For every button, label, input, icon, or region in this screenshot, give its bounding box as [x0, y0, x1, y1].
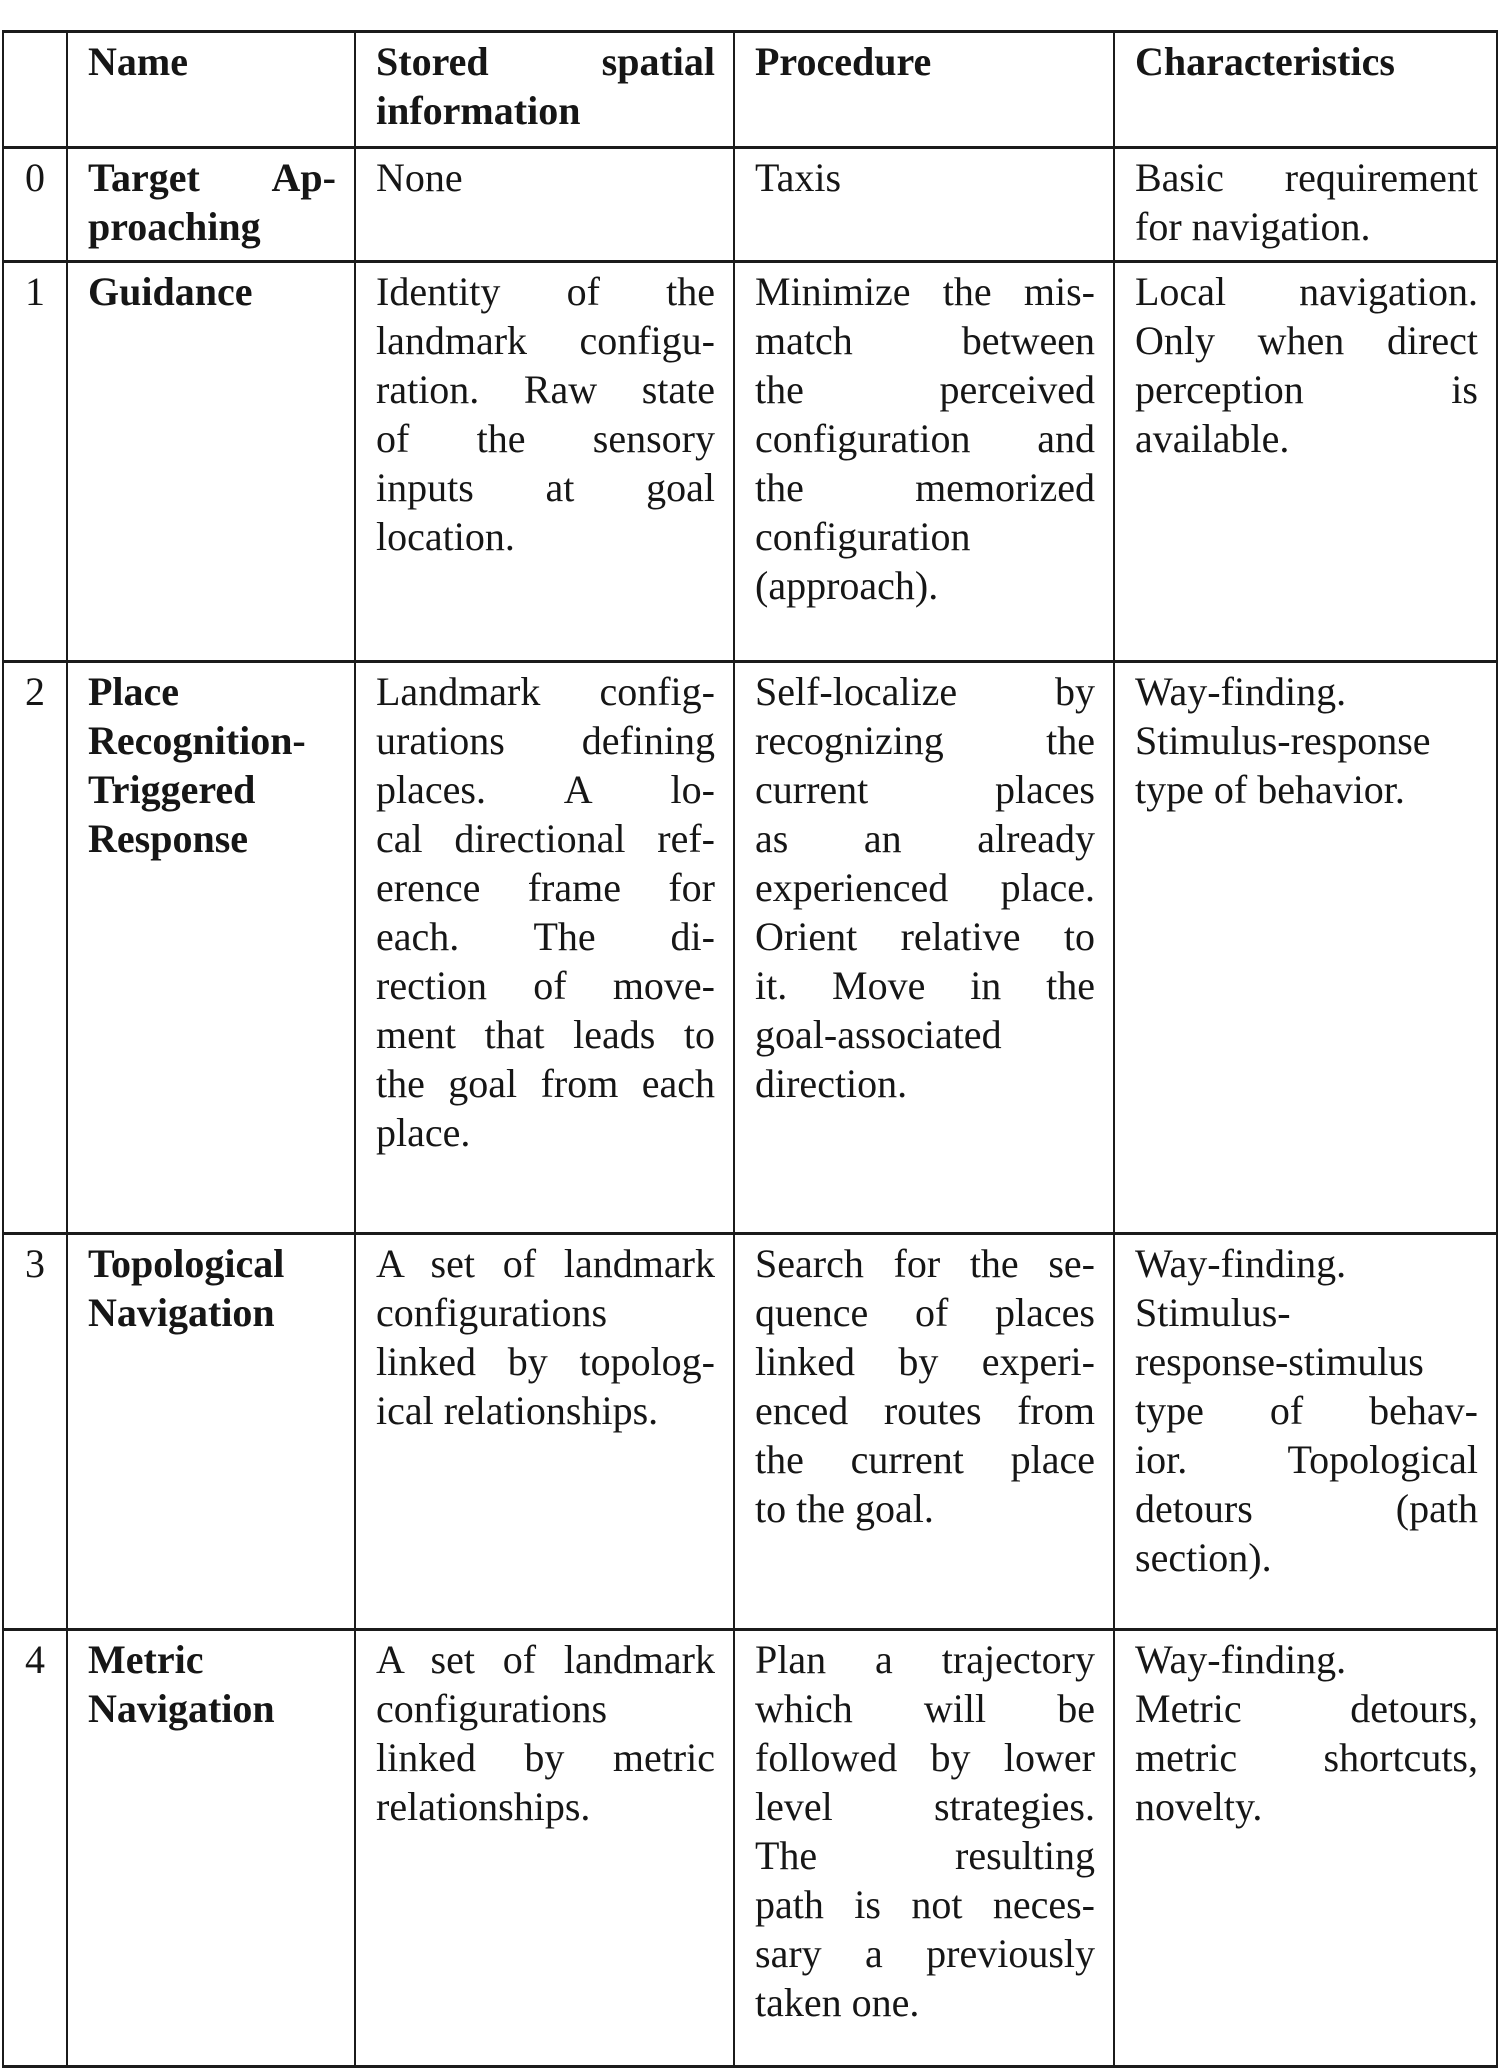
- text-line: linked by experi-: [755, 1339, 1095, 1384]
- text-line: for navigation.: [1135, 204, 1371, 249]
- text-line: Navigation: [88, 1686, 275, 1731]
- cell-procedure: [734, 262, 1114, 662]
- text-line: novelty.: [1135, 1784, 1263, 1829]
- text-line: A set of landmark: [376, 1637, 715, 1682]
- text-line: detours (path: [1135, 1486, 1478, 1531]
- text-line: section).: [1135, 1535, 1272, 1580]
- text-line: Metric: [88, 1637, 204, 1682]
- text-line: level strategies.: [755, 1784, 1095, 1829]
- table-row-metric-navigation: [3, 1630, 1497, 2067]
- text-line: information: [376, 88, 581, 133]
- text-line: Stored spatial: [376, 39, 715, 84]
- text-line: erence frame for: [376, 865, 715, 910]
- row-index: 1: [3, 262, 67, 662]
- text-line: Self-localize by: [755, 669, 1095, 714]
- text-line: each. The di-: [376, 914, 715, 959]
- cell-procedure: [734, 1630, 1114, 2067]
- text-line: places. A lo-: [376, 767, 715, 812]
- text-line: to the goal.: [755, 1486, 934, 1531]
- text-line: of the sensory: [376, 416, 715, 461]
- row-index: 3: [3, 1234, 67, 1630]
- text-line: current places: [755, 767, 1095, 812]
- text-line: Triggered: [88, 767, 256, 812]
- table-row-target-approaching: [3, 148, 1497, 262]
- text-line: Metric detours,: [1135, 1686, 1478, 1731]
- text-line: Name: [88, 39, 188, 84]
- text-line: configuration: [755, 514, 971, 559]
- text-line: Local navigation.: [1135, 269, 1478, 314]
- column-header-characteristics: [1114, 32, 1497, 148]
- text-line: type of behavior.: [1135, 767, 1405, 812]
- text-line: rection of move-: [376, 963, 715, 1008]
- navigation-strategies-table: [2, 30, 1498, 2068]
- text-line: linked by topolog-: [376, 1339, 715, 1384]
- cell-characteristics: [1114, 1630, 1497, 2067]
- text-line: sary a previously: [755, 1931, 1095, 1976]
- text-line: Taxis: [755, 155, 842, 200]
- text-line: Characteristics: [1135, 39, 1395, 84]
- text-line: configurations: [376, 1290, 608, 1335]
- text-line: configuration and: [755, 416, 1095, 461]
- text-line: Minimize the mis-: [755, 269, 1095, 314]
- text-line: goal-associated: [755, 1012, 1002, 1057]
- text-line: proaching: [88, 204, 261, 249]
- text-line: it. Move in the: [755, 963, 1095, 1008]
- text-line: urations defining: [376, 718, 715, 763]
- table-row-guidance: [3, 262, 1497, 662]
- column-header-index: [3, 32, 67, 148]
- text-line: Only when direct: [1135, 318, 1478, 363]
- text-line: taken one.: [755, 1980, 920, 2025]
- cell-name: [67, 662, 355, 1234]
- text-line: the current place: [755, 1437, 1095, 1482]
- cell-stored-spatial-information: [355, 662, 734, 1234]
- text-line: Landmark config-: [376, 669, 715, 714]
- cell-name: [67, 148, 355, 262]
- text-line: direction.: [755, 1061, 908, 1106]
- row-index: 0: [3, 148, 67, 262]
- cell-stored-spatial-information: [355, 1234, 734, 1630]
- text-line: enced routes from: [755, 1388, 1095, 1433]
- text-line: response-stimulus: [1135, 1339, 1424, 1384]
- text-line: quence of places: [755, 1290, 1095, 1335]
- cell-procedure: [734, 662, 1114, 1234]
- text-line: experienced place.: [755, 865, 1095, 910]
- text-line: recognizing the: [755, 718, 1095, 763]
- text-line: Way-finding.: [1135, 1241, 1347, 1286]
- cell-procedure: [734, 1234, 1114, 1630]
- text-line: Orient relative to: [755, 914, 1095, 959]
- text-line: the memorized: [755, 465, 1095, 510]
- table-row-place-recognition-triggered-response: [3, 662, 1497, 1234]
- cell-name: [67, 262, 355, 662]
- text-line: perception is: [1135, 367, 1478, 412]
- text-line: the perceived: [755, 367, 1095, 412]
- text-line: Way-finding.: [1135, 1637, 1347, 1682]
- text-line: None: [376, 155, 463, 200]
- row-index: 2: [3, 662, 67, 1234]
- text-line: landmark configu-: [376, 318, 715, 363]
- text-line: match between: [755, 318, 1095, 363]
- column-header-procedure: [734, 32, 1114, 148]
- cell-characteristics: [1114, 148, 1497, 262]
- cell-procedure: [734, 148, 1114, 262]
- text-line: followed by lower: [755, 1735, 1095, 1780]
- text-line: (approach).: [755, 563, 939, 608]
- text-line: Navigation: [88, 1290, 275, 1335]
- text-line: Search for the se-: [755, 1241, 1095, 1286]
- cell-name: [67, 1234, 355, 1630]
- text-line: ment that leads to: [376, 1012, 715, 1057]
- text-line: Basic requirement: [1135, 155, 1478, 200]
- text-line: ical relationships.: [376, 1388, 659, 1433]
- text-line: type of behav-: [1135, 1388, 1478, 1433]
- text-line: Place: [88, 669, 180, 714]
- text-line: relationships.: [376, 1784, 591, 1829]
- cell-characteristics: [1114, 662, 1497, 1234]
- table-row-topological-navigation: [3, 1234, 1497, 1630]
- cell-stored-spatial-information: [355, 262, 734, 662]
- text-line: Way-finding.: [1135, 669, 1347, 714]
- text-line: as an already: [755, 816, 1095, 861]
- text-line: A set of landmark: [376, 1241, 715, 1286]
- text-line: location.: [376, 514, 515, 559]
- column-header-name: [67, 32, 355, 148]
- text-line: Plan a trajectory: [755, 1637, 1095, 1682]
- text-line: available.: [1135, 416, 1290, 461]
- cell-stored-spatial-information: [355, 1630, 734, 2067]
- text-line: Topological: [88, 1241, 285, 1286]
- cell-characteristics: [1114, 1234, 1497, 1630]
- text-line: Guidance: [88, 269, 253, 314]
- cell-characteristics: [1114, 262, 1497, 662]
- text-line: ior. Topological: [1135, 1437, 1478, 1482]
- text-line: The resulting: [755, 1833, 1095, 1878]
- text-line: Stimulus-response: [1135, 718, 1431, 763]
- text-line: Stimulus-: [1135, 1290, 1291, 1335]
- text-line: configurations: [376, 1686, 608, 1731]
- text-line: metric shortcuts,: [1135, 1735, 1478, 1780]
- header-row: [3, 32, 1497, 148]
- text-line: linked by metric: [376, 1735, 715, 1780]
- text-line: which will be: [755, 1686, 1095, 1731]
- text-line: the goal from each: [376, 1061, 715, 1106]
- cell-name: [67, 1630, 355, 2067]
- text-line: Identity of the: [376, 269, 715, 314]
- text-line: Procedure: [755, 39, 932, 84]
- text-line: ration. Raw state: [376, 367, 715, 412]
- text-line: path is not neces-: [755, 1882, 1095, 1927]
- text-line: Recognition-: [88, 718, 306, 763]
- cell-stored-spatial-information: [355, 148, 734, 262]
- text-line: inputs at goal: [376, 465, 715, 510]
- text-line: Target Ap-: [88, 155, 336, 200]
- text-line: place.: [376, 1110, 471, 1155]
- row-index: 4: [3, 1630, 67, 2067]
- text-line: Response: [88, 816, 249, 861]
- column-header-stored-spatial-information: [355, 32, 734, 148]
- text-line: cal directional ref-: [376, 816, 715, 861]
